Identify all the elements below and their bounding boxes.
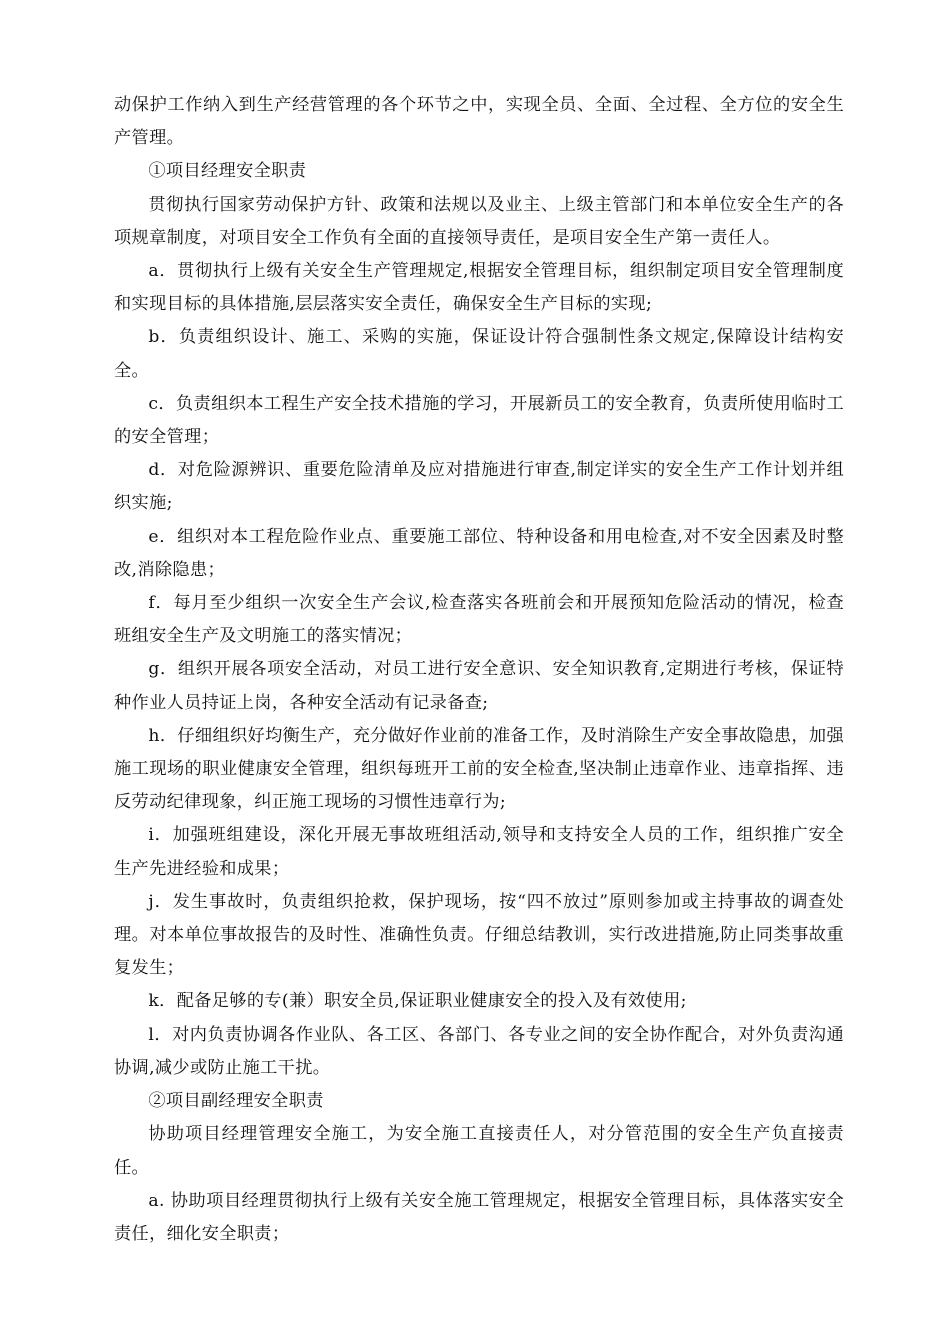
section-heading-deputy-manager: ②项目副经理安全职责 — [148, 1091, 324, 1112]
list-item-f: f．每月至少组织一次安全生产会议,检查落实各班前会和开展预知危险活动的情况，检查班组安全生产及文明施工的落实情况； — [114, 593, 844, 647]
list-item-i: i．加强班组建设，深化开展无事故班组活动,领导和支持安全人员的工作，组织推广安全生产先进经验和成果； — [114, 825, 844, 879]
list-item-l: l．对内负责协调各作业队、各工区、各部门、各专业之间的安全协作配合，对外负责沟通协调,减少或防止施工干扰。 — [114, 1024, 844, 1078]
list-item-h: h．仔细组织好均衡生产，充分做好作业前的准备工作，及时消除生产安全事故隐患，加强施工现场的职业健康安全管理，组织每班开工前的安全检查,坚决制止违章作业、违章指挥、违反劳动纪律现象，纠正施工现场的习惯性违章行为; — [114, 725, 844, 813]
list-item-b: b．负责组织设计、施工、采购的实施，保证设计符合强制性条文规定,保障设计结构安全。 — [114, 327, 844, 381]
section-heading-project-manager: ①项目经理安全职责 — [148, 161, 307, 182]
list-item-c: c．负责组织本工程生产安全技术措施的学习，开展新员工的安全教育，负责所使用临时工的安全管理； — [114, 393, 844, 448]
list-item-d: d．对危险源辨识、重要危险清单及应对措施进行审查,制定详实的安全生产工作计划并组织实施; — [114, 460, 844, 514]
list-item-k: k．配备足够的专(兼）职安全员,保证职业健康安全的投入及有效使用; — [148, 991, 687, 1012]
list-item-e: e．组织对本工程危险作业点、重要施工部位、特种设备和用电检查,对不安全因素及时整改,消除隐患； — [114, 526, 844, 580]
paragraph-deputy-manager-summary: 协助项目经理管理安全施工，为安全施工直接责任人，对分管范围的安全生产负直接责任。 — [114, 1124, 844, 1178]
list-item-j: j．发生事故时，负责组织抢救，保护现场，按“四不放过”原则参加或主持事故的调查处理。对本单位事故报告的及时性、准确性负责。仔细总结教训，实行改进措施,防止同类事故重复发生； — [114, 891, 844, 979]
paragraph-intro-continuation: 动保护工作纳入到生产经营管理的各个环节之中，实现全员、全面、全过程、全方位的安全生产管理。 — [114, 95, 844, 149]
deputy-list-item-a: a. 协助项目经理贯彻执行上级有关安全施工管理规定，根据安全管理目标，具体落实安全责任，细化安全职责； — [114, 1190, 844, 1244]
list-item-g: g．组织开展各项安全活动，对员工进行安全意识、安全知识教育,定期进行考核，保证特种作业人员持证上岗，各种安全活动有记录备查; — [114, 659, 844, 713]
document-page — [114, 89, 844, 1251]
list-item-a: a．贯彻执行上级有关安全生产管理规定,根据安全管理目标，组织制定项目安全管理制度和实现目标的具体措施,层层落实安全责任，确保安全生产目标的实现; — [114, 261, 844, 315]
paragraph-project-manager-summary: 贯彻执行国家劳动保护方针、政策和法规以及业主、上级主管部门和本单位安全生产的各项规章制度，对项目安全工作负有全面的直接领导责任，是项目安全生产第一责任人。 — [114, 194, 844, 248]
